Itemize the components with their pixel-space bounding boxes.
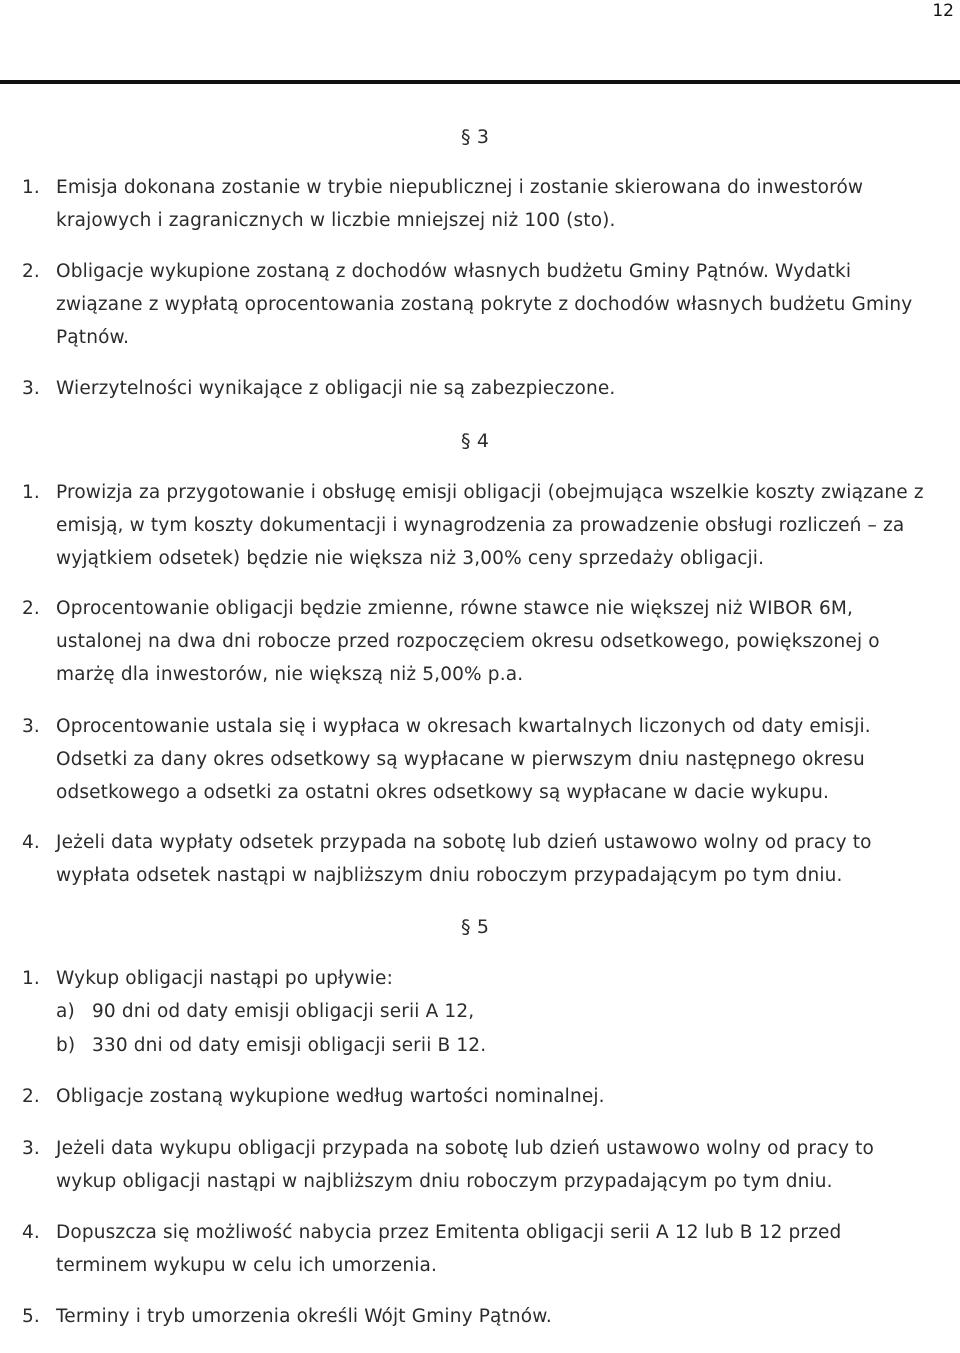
item-text: Emisja dokonana zostanie w trybie niepublicznej i zostanie skierowana do inwestorów krajowych i zagranicznych w liczbie mniejszej niż 100 (sto). <box>56 177 864 231</box>
item-text: Wykup obligacji nastąpi po upływie: <box>56 968 393 989</box>
item-text: Obligacje zostaną wykupione według wartości nominalnej. <box>56 1086 605 1107</box>
item-text: Jeżeli data wykupu obligacji przypada na sobotę lub dzień ustawowo wolny od pracy to wykup obligacji nastąpi w najbliższym dniu roboczym przypadającym po tym dniu. <box>56 1138 874 1192</box>
item-number: 2. <box>22 598 40 619</box>
item-text: Terminy i tryb umorzenia określi Wójt Gminy Pątnów. <box>56 1306 552 1327</box>
subitem-text: 330 dni od daty emisji obligacji serii B 12. <box>92 1035 487 1056</box>
item-number: 4. <box>22 1222 40 1243</box>
item-number: 4. <box>22 832 40 853</box>
section-heading-4: § 4 <box>461 430 490 452</box>
item-text: Dopuszcza się możliwość nabycia przez Emitenta obligacji serii A 12 lub B 12 przed terminem wykupu w celu ich umorzenia. <box>56 1222 842 1276</box>
item-text: Obligacje wykupione zostaną z dochodów własnych budżetu Gminy Pątnów. Wydatki związane z wypłatą oprocentowania zostaną pokryte z dochodów własnych budżetu Gminy Pątnów. <box>56 261 913 348</box>
item-text: Prowizja za przygotowanie i obsługę emisji obligacji (obejmująca wszelkie koszty związane z emisją, w tym koszty dokumentacji i wynagrodzenia za prowadzenie obsługi rozliczeń – za wyjątkiem odsetek) będzie nie większa niż 3,00% ceny sprzedaży obligacji. <box>56 482 924 569</box>
section-heading-5: § 5 <box>461 916 490 938</box>
subitem-letter: b) <box>56 1035 76 1056</box>
item-number: 1. <box>22 177 40 198</box>
item-text: Oprocentowanie obligacji będzie zmienne, równe stawce nie większej niż WIBOR 6M, ustalonej na dwa dni robocze przed rozpoczęciem okresu odsetkowego, powiększonej o marżę dla inwestorów, nie większą niż 5,00% p.a. <box>56 598 880 685</box>
item-number: 2. <box>22 261 40 282</box>
subitem-letter: a) <box>56 1001 75 1022</box>
section-heading-3: § 3 <box>461 126 490 148</box>
item-number: 5. <box>22 1306 40 1327</box>
item-number: 3. <box>22 1138 40 1159</box>
page-number: 12 <box>932 1 954 21</box>
subitem-text: 90 dni od daty emisji obligacji serii A 12, <box>92 1001 475 1022</box>
item-text: Oprocentowanie ustala się i wypłaca w okresach kwartalnych liczonych od daty emisji. Odsetki za dany okres odsetkowy są wypłacane w pierwszym dniu następnego okresu odsetkowego a odsetki za ostatni okres odsetkowy są wypłacane w dacie wykupu. <box>56 716 871 803</box>
item-number: 3. <box>22 378 40 399</box>
item-number: 2. <box>22 1086 40 1107</box>
item-number: 3. <box>22 716 40 737</box>
item-text: Jeżeli data wypłaty odsetek przypada na sobotę lub dzień ustawowo wolny od pracy to wypłata odsetek nastąpi w najbliższym dniu roboczym przypadającym po tym dniu. <box>56 832 872 886</box>
header-divider <box>0 80 960 84</box>
item-number: 1. <box>22 968 40 989</box>
item-number: 1. <box>22 482 40 503</box>
item-text: Wierzytelności wynikające z obligacji nie są zabezpieczone. <box>56 378 616 399</box>
